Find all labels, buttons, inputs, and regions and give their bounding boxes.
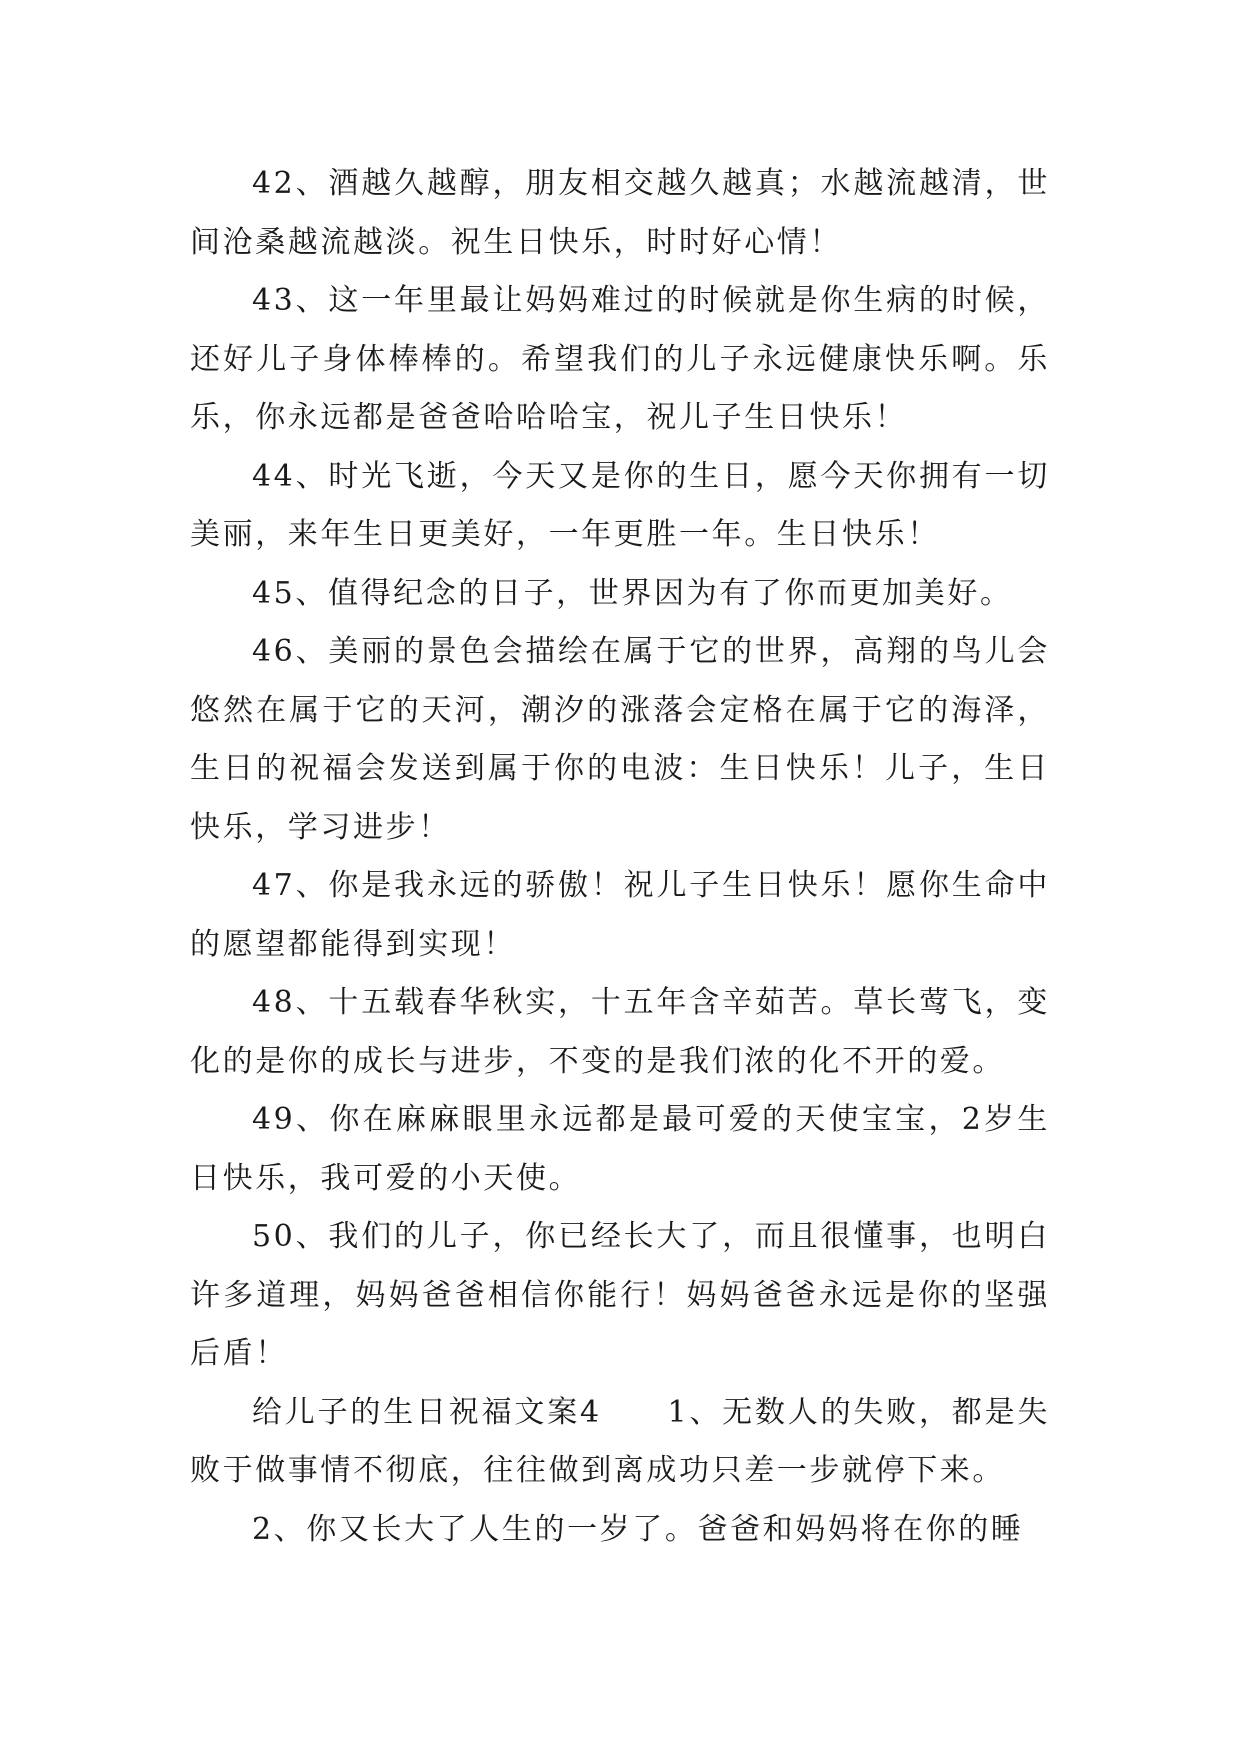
paragraph-section-4-item-2: 2、你又长大了人生的一岁了。爸爸和妈妈将在你的睡 bbox=[252, 1511, 1024, 1547]
paragraph-43: 43、这一年里最让妈妈难过的时候就是你生病的时候，还好儿子身体棒棒的。希望我们的儿子永远健康快乐啊。乐乐，你永远都是爸爸哈哈哈宝，祝儿子生日快乐！ bbox=[190, 283, 1050, 435]
paragraph-section-4-item-1: 给儿子的生日祝福文案4 1、无数人的失败，都是失败于做事情不彻底，往往做到离成功只差一步就停下来。 bbox=[190, 1394, 1050, 1488]
document-body bbox=[190, 155, 1050, 1559]
paragraph-44: 44、时光飞逝，今天又是你的生日，愿今天你拥有一切美丽，来年生日更美好，一年更胜一年。生日快乐！ bbox=[190, 458, 1050, 552]
paragraph-45: 45、值得纪念的日子，世界因为有了你而更加美好。 bbox=[252, 575, 1013, 611]
paragraph-47: 47、你是我永远的骄傲！祝儿子生日快乐！愿你生命中的愿望都能得到实现！ bbox=[190, 868, 1050, 962]
paragraph-42: 42、酒越久越醇，朋友相交越久越真；水越流越清，世间沧桑越流越淡。祝生日快乐，时时好心情！ bbox=[190, 166, 1050, 260]
paragraph-50: 50、我们的儿子，你已经长大了，而且很懂事，也明白许多道理，妈妈爸爸相信你能行！妈妈爸爸永远是你的坚强后盾！ bbox=[190, 1219, 1050, 1371]
paragraph-48: 48、十五载春华秋实，十五年含辛茹苦。草长莺飞，变化的是你的成长与进步，不变的是我们浓的化不开的爱。 bbox=[190, 985, 1050, 1079]
paragraph-46: 46、美丽的景色会描绘在属于它的世界，高翔的鸟儿会悠然在属于它的天河，潮汐的涨落会定格在属于它的海泽，生日的祝福会发送到属于你的电波：生日快乐！儿子，生日快乐，学习进步！ bbox=[190, 634, 1050, 845]
paragraph-49: 49、你在麻麻眼里永远都是最可爱的天使宝宝，2岁生日快乐，我可爱的小天使。 bbox=[190, 1102, 1050, 1196]
